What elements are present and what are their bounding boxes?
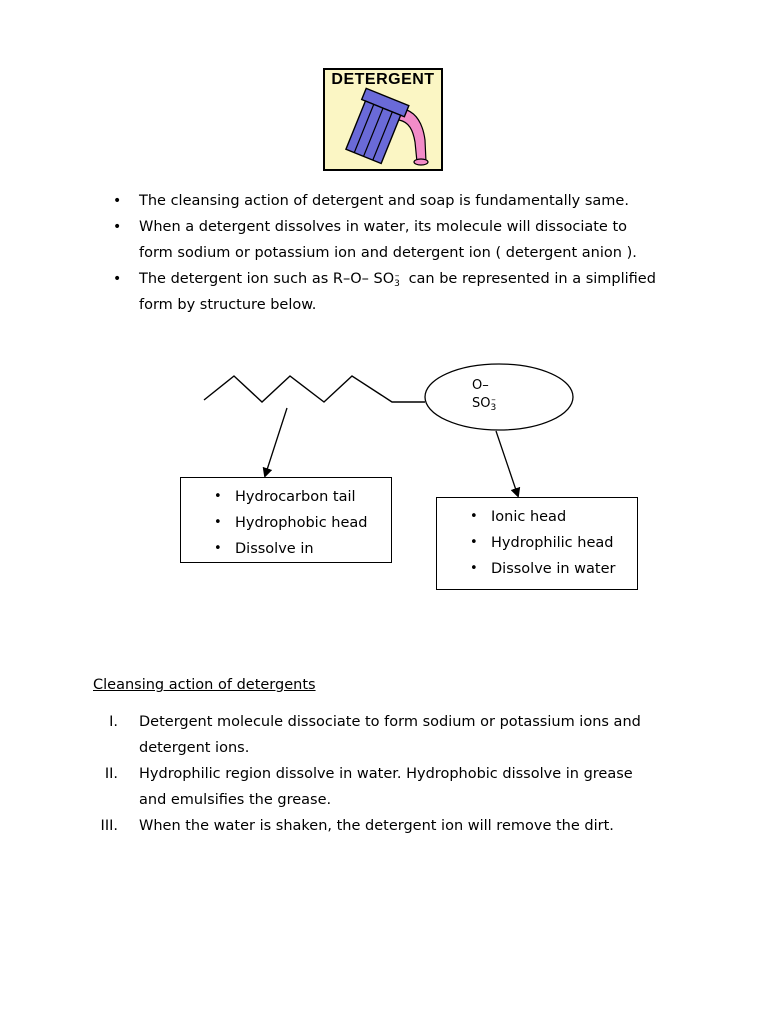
clipart-title: DETERGENT <box>331 71 435 88</box>
step-2-line-2: and emulsifies the grease. <box>139 792 332 808</box>
ionic-head-label-text: O– SO <box>472 378 491 411</box>
step-2-line-1: Hydrophilic region dissolve in water. Hydrophobic dissolve in grease <box>139 766 633 782</box>
tail-box-item: • Hydrophobic head <box>214 515 368 531</box>
step-number: III. <box>100 818 118 834</box>
formula-text: The detergent ion such as R–O– SO <box>139 271 395 287</box>
step-number: I. <box>109 714 118 730</box>
bullet-1-line-1: The cleansing action of detergent and soap is fundamentally same. <box>139 193 629 209</box>
formula-subscript: 3 <box>394 279 400 289</box>
step-1-line-1: Detergent molecule dissociate to form sodium or potassium ions and <box>139 714 641 730</box>
bullet-3-line-1-rest: can be represented in a simplified <box>408 271 656 287</box>
tail-box-item-text: Dissolve in <box>235 541 314 557</box>
head-box-item: • Dissolve in water <box>470 561 616 577</box>
bullet-dot: • <box>113 219 122 235</box>
section-heading: Cleansing action of detergents <box>93 677 316 693</box>
tail-box-item: • Hydrocarbon tail <box>214 489 356 505</box>
hydrocarbon-zigzag-chain <box>204 376 425 402</box>
tail-box-item-text: Hydrocarbon tail <box>235 489 356 505</box>
head-box-item-text: Ionic head <box>491 509 567 525</box>
bullet-2-line-2: form sodium or potassium ion and detergent ion ( detergent anion ). <box>139 245 637 261</box>
step-number: II. <box>104 766 118 782</box>
bullet-dot: • <box>113 193 122 209</box>
bullet-dot: • <box>113 271 122 287</box>
step-1-line-2: detergent ions. <box>139 740 250 756</box>
ionic-head-label-superscript: – <box>491 395 496 405</box>
head-box-item-text: Hydrophilic head <box>491 535 614 551</box>
hydrocarbon-tail-box <box>180 477 392 563</box>
ionic-head-label <box>472 377 517 414</box>
ionic-head-label-subscript: 3 <box>490 403 497 413</box>
head-arrow <box>496 431 518 496</box>
step-3-line-1: When the water is shaken, the detergent ion will remove the dirt. <box>139 818 614 834</box>
tail-box-item: • Dissolve in <box>214 541 314 557</box>
formula-superscript: – <box>394 271 400 281</box>
bullet-3-line-2: form by structure below. <box>139 297 317 313</box>
head-box-item: • Ionic head <box>470 509 567 525</box>
bullet-2-line-1: When a detergent dissolves in water, its molecule will dissociate to <box>139 219 628 235</box>
tail-box-item-text: Hydrophobic head <box>235 515 368 531</box>
ionic-head-box <box>436 497 638 590</box>
head-box-item: • Hydrophilic head <box>470 535 614 551</box>
head-box-item-text: Dissolve in water <box>491 561 616 577</box>
tail-arrow <box>265 408 287 476</box>
